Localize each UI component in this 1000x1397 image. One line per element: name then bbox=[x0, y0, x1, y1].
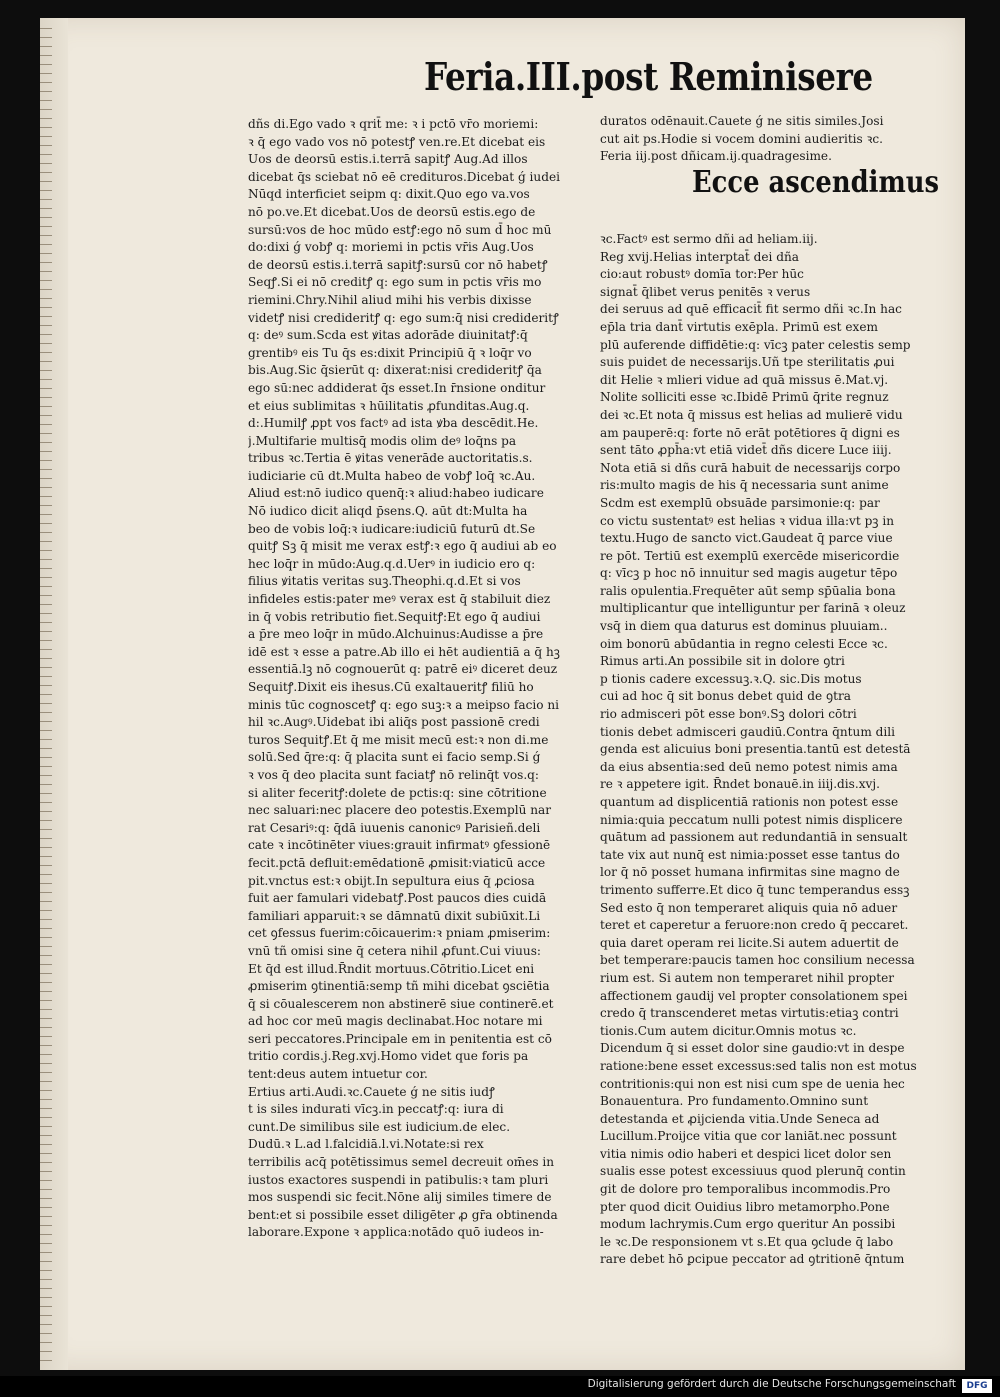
text-line: et eius sublimitas ꝛ hūilitatis ꝓfunditas.Aug.q. bbox=[248, 398, 530, 413]
ruler-tick bbox=[40, 334, 52, 335]
footer-credit: Digitalisierung gefördert durch die Deutsche Forschungsgemeinschaft bbox=[587, 1378, 956, 1390]
ruler-tick bbox=[40, 361, 52, 362]
text-line: Rimus arti.An possibile sit in dolore ꝯtri bbox=[600, 654, 845, 669]
text-line: Sed esto q̄ non temperaret aliquis quia nō aduer bbox=[600, 900, 898, 915]
ruler-tick bbox=[40, 793, 52, 794]
text-line: re ꝛ appetere igit. R̄ndet bonauē.in iiij.dis.xvj. bbox=[600, 777, 880, 792]
text-line: rio admisceri pōt esse bonꝰ.Sꝫ dolori cōtri bbox=[600, 707, 857, 722]
ruler-tick bbox=[40, 46, 52, 47]
text-line: ep̄la tria dant̄ virtutis exēpla. Primū est exem bbox=[600, 319, 878, 334]
ruler-tick bbox=[40, 1045, 52, 1046]
ruler-tick bbox=[40, 667, 52, 668]
ruler-tick bbox=[40, 469, 52, 470]
text-line: Aliud est:nō iudico quenq̄:ꝛ aliud:habeo iudicare bbox=[248, 486, 544, 501]
text-line: rium est. Si autem non temperaret nihil propter bbox=[600, 970, 895, 985]
text-line: tionis.Cum autem dicitur.Omnis motus ꝛc. bbox=[600, 1023, 857, 1038]
text-line: pit.vnctus est:ꝛ obijt.In sepultura eius q̄ ꝓciosa bbox=[248, 873, 535, 888]
ruler-tick bbox=[40, 694, 52, 695]
ruler-tick bbox=[40, 154, 52, 155]
ruler-tick bbox=[40, 235, 52, 236]
text-line: tribus ꝛc.Tertia ē ꝟitas venerāde auctoritatis.s. bbox=[248, 451, 533, 466]
ruler-tick bbox=[40, 1117, 52, 1118]
text-line: Scdm est exemplū obsuāde parsimonie:q: par bbox=[600, 495, 880, 510]
text-line: grentibꝰ eis Tu q̄s es:dixit Principiū q̄ ꝛ loq̄r vo bbox=[248, 345, 532, 360]
ruler-tick bbox=[40, 820, 52, 821]
text-line: ꝓmiserim ꝯtinentiā:semp tñ mihi dicebat ꝯsciētia bbox=[248, 979, 550, 994]
ruler-tick bbox=[40, 1216, 52, 1217]
text-line: Lucillum.Proijce vitia que cor laniāt.nec possunt bbox=[600, 1129, 897, 1144]
ruler-tick bbox=[40, 1099, 52, 1100]
text-line: cio:aut robustꝰ domīa tor:Per hūc bbox=[600, 267, 804, 282]
ruler-tick bbox=[40, 451, 52, 452]
text-line: cui ad hoc q̄ sit bonus debet quid de ꝯtra bbox=[600, 689, 851, 704]
ruler-tick bbox=[40, 1252, 52, 1253]
ruler-tick bbox=[40, 1009, 52, 1010]
text-line: oim bonorū abūdantia in regno celesti Ecce ꝛc. bbox=[600, 636, 888, 651]
ruler-tick bbox=[40, 802, 52, 803]
text-line: Nūqd interficiet seipm q: dixit.Quo ego va.vos bbox=[248, 187, 530, 202]
ruler-tick bbox=[40, 892, 52, 893]
text-line: ris:multo magis de his q̄ necessaria sunt anime bbox=[600, 478, 889, 493]
text-line: duratos odēnauit.Cauete ǵ ne sitis similes.Josi bbox=[600, 114, 884, 128]
text-line: nec saluari:nec placere deo potestis.Exemplū nar bbox=[248, 803, 552, 818]
ruler-tick bbox=[40, 64, 52, 65]
ruler-tick bbox=[40, 874, 52, 875]
text-line: bis.Aug.Sic q̄sierūt q: dixerat:nisi credideritꝭ q̄a bbox=[248, 363, 542, 378]
text-line: vitia nimis odio haberi et despici licet dolor sen bbox=[600, 1146, 892, 1161]
text-line: videtꝭ nisi credideritꝭ q: ego sum:q̄ nisi credideritꝭ bbox=[248, 310, 559, 325]
ruler-tick bbox=[40, 811, 52, 812]
ruler-tick bbox=[40, 1054, 52, 1055]
ruler-tick bbox=[40, 127, 52, 128]
text-line: q̄ si cōualescerem non abstinerē siue continerē.et bbox=[248, 996, 554, 1011]
text-line: re pōt. Tertiū est exemplū exercēde misericordie bbox=[600, 548, 900, 563]
text-line: solū.Sed q̄re:q: q̄ placita sunt ei facio semp.Si ǵ bbox=[248, 750, 541, 765]
text-line: sent tāto ꝓph̄a:vt etiā videt̄ dñs dicere Luce iiij. bbox=[600, 443, 892, 458]
text-line: quantum ad displicentiā rationis non potest esse bbox=[600, 795, 899, 809]
ruler-tick bbox=[40, 55, 52, 56]
ruler-tick bbox=[40, 721, 52, 722]
text-line: teret et caperetur a feruore:non credo q̄ peccaret. bbox=[600, 918, 909, 933]
ruler-tick bbox=[40, 640, 52, 641]
ruler-tick bbox=[40, 100, 52, 101]
ruler-tick bbox=[40, 1018, 52, 1019]
ruler-tick bbox=[40, 1243, 52, 1244]
text-line: Nō iudico dicit aliqd p̄sens.Q. aūt dt:Multa ha bbox=[248, 504, 528, 519]
ruler-tick bbox=[40, 1180, 52, 1181]
text-line: affectionem gaudij vel propter consolationem spei bbox=[600, 988, 908, 1003]
text-line: mos suspendi sic fecit.Nōne alij similes timere de bbox=[248, 1190, 552, 1205]
ruler-tick bbox=[40, 262, 52, 263]
text-line: tate vix aut nunq̄ est nimia:posset esse tantus do bbox=[600, 847, 900, 862]
ruler-tick bbox=[40, 307, 52, 308]
binding-margin bbox=[40, 18, 68, 1370]
text-line: vnū tñ omisi sine q̄ cetera nihil ꝓfunt.Cui viuus: bbox=[248, 943, 541, 958]
ruler-tick bbox=[40, 1207, 52, 1208]
text-line: signat̄ q̄libet verus penitēs ꝛ verus bbox=[600, 284, 811, 299]
ruler-tick bbox=[40, 487, 52, 488]
text-line: Nota etiā si dñs curā habuit de necessarijs corpo bbox=[600, 460, 901, 475]
ruler-tick bbox=[40, 370, 52, 371]
text-line: terribilis acq̄ potētissimus semel decreuit om̄es in bbox=[248, 1155, 555, 1170]
right-text-column bbox=[600, 231, 940, 1269]
ruler-tick bbox=[40, 325, 52, 326]
ruler-tick bbox=[40, 532, 52, 533]
ruler-tick bbox=[40, 631, 52, 632]
ruler-tick bbox=[40, 1126, 52, 1127]
ruler-tick bbox=[40, 379, 52, 380]
ruler-tick bbox=[40, 712, 52, 713]
text-line: ad hoc cor meū magis declinabat.Hoc notare mi bbox=[248, 1014, 543, 1029]
text-line: quitꝭ Sꝫ q̄ misit me verax estꝭ:ꝛ ego q̄ audiui ab eo bbox=[248, 539, 557, 554]
ruler-tick bbox=[40, 1027, 52, 1028]
ruler-tick bbox=[40, 136, 52, 137]
ruler-tick bbox=[40, 919, 52, 920]
text-line: genda est alicuius boni presentia.tantū est detestā bbox=[600, 742, 911, 757]
text-line: co victu sustentatꝰ est helias ꝛ vidua illa:vt pꝫ in bbox=[600, 513, 894, 528]
text-line: Nolite solliciti esse ꝛc.Ibidē Primū q̄rite regnuz bbox=[600, 390, 889, 405]
text-line: si aliter feceritꝭ:dolete de pctis:q: sine cōtritione bbox=[248, 785, 547, 800]
ruler-tick bbox=[40, 1072, 52, 1073]
ruler-tick bbox=[40, 1234, 52, 1235]
ruler-tick bbox=[40, 748, 52, 749]
ruler-tick bbox=[40, 163, 52, 164]
text-line: am pauperē:q: forte nō erāt potētiores q̄ digni es bbox=[600, 425, 900, 440]
ruler-tick bbox=[40, 784, 52, 785]
ruler-tick bbox=[40, 937, 52, 938]
text-line: cate ꝛ incōtinēter viues:grauit infirmatꝰ ꝯfessionē bbox=[248, 838, 551, 853]
section-heading: Ecce ascendimus bbox=[692, 165, 940, 200]
text-line: Dicendum q̄ si esset dolor sine gaudio:vt in despe bbox=[600, 1041, 905, 1056]
text-line: multiplicantur que intelliguntur per farinā ꝛ oleuz bbox=[600, 601, 906, 616]
ruler-tick bbox=[40, 982, 52, 983]
ruler-tick bbox=[40, 622, 52, 623]
text-line: hil ꝛc.Augꝰ.Uidebat ibi aliq̄s post passionē credi bbox=[248, 715, 540, 730]
ruler-tick bbox=[40, 865, 52, 866]
ruler-tick bbox=[40, 514, 52, 515]
text-line: dit Helie ꝛ mlieri vidue ad quā missus ē.Mat.vj. bbox=[600, 372, 889, 387]
text-line: laborare.Expone ꝛ applica:notādo quō iudeos in- bbox=[248, 1225, 544, 1240]
text-line: detestanda et ꝓijcienda vitia.Unde Seneca ad bbox=[600, 1111, 880, 1126]
text-line: beo de vobis loq̄:ꝛ iudicare:iudiciū futurū dt.Se bbox=[248, 521, 536, 536]
text-line: de deorsū estis.i.terrā sapitꝭ:sursū cor nō habetꝭ bbox=[248, 257, 548, 272]
text-line: q: vīcꝫ p hoc nō innuitur sed magis augetur tēpo bbox=[600, 566, 898, 581]
ruler-tick bbox=[40, 685, 52, 686]
ruler-tick bbox=[40, 559, 52, 560]
ruler-tick bbox=[40, 28, 52, 29]
text-line: pter quod dicit Ouidius libro metamorpho.Pone bbox=[600, 1199, 890, 1214]
ruler-tick bbox=[40, 1153, 52, 1154]
text-line: tritio cordis.j.Reg.xvj.Homo videt que foris pa bbox=[248, 1049, 529, 1064]
ruler-tick bbox=[40, 991, 52, 992]
ruler-tick bbox=[40, 1090, 52, 1091]
ruler-tick bbox=[40, 1081, 52, 1082]
text-line: seri peccatores.Principale em in penitentia est cō bbox=[248, 1031, 552, 1046]
ruler-tick bbox=[40, 1333, 52, 1334]
ruler-tick bbox=[40, 478, 52, 479]
text-line: Seqꝭ.Si ei nō creditꝭ q: ego sum in pctis vr̄is mo bbox=[248, 275, 542, 290]
ruler-tick bbox=[40, 541, 52, 542]
ruler-tick bbox=[40, 1279, 52, 1280]
ruler-tick bbox=[40, 1108, 52, 1109]
ruler-tick bbox=[40, 1063, 52, 1064]
running-title: Feria.III.post Reminisere bbox=[424, 54, 873, 99]
text-line: git de dolore pro temporalibus incommodis.Pro bbox=[600, 1182, 891, 1197]
ruler-tick bbox=[40, 730, 52, 731]
text-line: fecit.pctā defluit:emēdationē ꝓmisit:viaticū acce bbox=[248, 855, 546, 870]
text-line: filius ꝟitatis veritas suꝫ.Theophi.q.d.Et si vos bbox=[248, 574, 521, 589]
ruler-tick bbox=[40, 586, 52, 587]
text-line: Sequitꝭ.Dixit eis ihesus.Cū exaltaueritꝭ filiū ho bbox=[248, 680, 534, 694]
ruler-tick bbox=[40, 316, 52, 317]
ruler-tick bbox=[40, 352, 52, 353]
ruler-tick bbox=[40, 613, 52, 614]
right-text-column-top bbox=[600, 113, 940, 166]
text-line: Uos de deorsū estis.i.terrā sapitꝭ Aug.Ad illos bbox=[248, 152, 528, 167]
ruler-tick bbox=[40, 649, 52, 650]
text-line: rat Cesariꝰ:q: q̄dā iuuenis canonicꝰ Parisieñ.deli bbox=[248, 820, 541, 835]
ruler-tick bbox=[40, 244, 52, 245]
ruler-tick bbox=[40, 568, 52, 569]
text-line: a p̄re meo loq̄r in mūdo.Alchuinus:Audisse a p̄re bbox=[248, 627, 544, 642]
ruler-tick bbox=[40, 118, 52, 119]
ruler-tick bbox=[40, 964, 52, 965]
text-line: ꝛc.Factꝰ est sermo dñi ad heliam.iij. bbox=[600, 232, 818, 246]
ruler-tick bbox=[40, 1144, 52, 1145]
ruler-tick bbox=[40, 433, 52, 434]
ruler-tick bbox=[40, 442, 52, 443]
ruler-tick bbox=[40, 289, 52, 290]
text-line: bet temperare:paucis tamen hoc consilium necessa bbox=[600, 953, 915, 968]
text-line: essentiā.lꝫ nō cognouerūt q: patrē eiꝰ diceret deuz bbox=[248, 662, 558, 677]
text-line: le ꝛc.De responsionem vt s.Et qua ꝯclude q̄ labo bbox=[600, 1234, 894, 1249]
book-page bbox=[40, 18, 965, 1370]
text-line: textu.Hugo de sancto vict.Gaudeat q̄ parce viue bbox=[600, 531, 893, 546]
ruler-tick bbox=[40, 550, 52, 551]
text-line: minis tūc cognoscetꝭ q: ego suꝫ:ꝛ a meipso facio ni bbox=[248, 697, 559, 712]
ruler-tick bbox=[40, 739, 52, 740]
text-line: dei ꝛc.Et nota q̄ missus est helias ad mulierē vidu bbox=[600, 407, 903, 422]
text-line: contritionis:qui non est nisi cum spe de uenia hec bbox=[600, 1076, 905, 1091]
ruler-tick bbox=[40, 523, 52, 524]
ruler-tick bbox=[40, 298, 52, 299]
ruler-tick bbox=[40, 505, 52, 506]
ruler-tick bbox=[40, 910, 52, 911]
text-line: iustos exactores suspendi in patibulis:ꝛ tam pluri bbox=[248, 1172, 549, 1187]
text-line: ego sū:nec addiderat q̄s esset.In r̄nsione onditur bbox=[248, 380, 546, 395]
ruler-tick bbox=[40, 415, 52, 416]
ruler-tick bbox=[40, 496, 52, 497]
ruler-tick bbox=[40, 1036, 52, 1037]
text-line: familiari apparuit:ꝛ se dāmnatū dixit subiūxit.Li bbox=[248, 908, 541, 923]
text-line: d:.Humilꝭ ꝓpt vos factꝰ ad ista ꝟba descēdit.He. bbox=[248, 416, 539, 431]
ruler-tick bbox=[40, 1270, 52, 1271]
text-line: cut ait ps.Hodie si vocem domini audieritis ꝛc. bbox=[600, 131, 883, 146]
text-line: quātum ad passionem aut redundantiā in sensualt bbox=[600, 830, 908, 845]
ruler-tick bbox=[40, 226, 52, 227]
ruler-tick bbox=[40, 928, 52, 929]
ruler-tick bbox=[40, 460, 52, 461]
ruler-tick bbox=[40, 775, 52, 776]
ruler-tick bbox=[40, 73, 52, 74]
text-line: j.Multifarie multisq̄ modis olim deꝰ loq̄ns pa bbox=[248, 433, 517, 448]
text-line: fuit aer famulari videbatꝭ.Post paucos dies cuidā bbox=[248, 891, 547, 906]
ruler-tick bbox=[40, 208, 52, 209]
text-line: sualis esse potest excessiuus quod plerunq̄ contin bbox=[600, 1164, 906, 1179]
text-line: iudiciarie cū dt.Multa habeo de vobꝭ loq̄ ꝛc.Au. bbox=[248, 468, 536, 483]
dfg-logo: DFG bbox=[962, 1379, 992, 1393]
ruler-tick bbox=[40, 1315, 52, 1316]
text-line: suis puidet de necessarijs.Uñ tpe sterilitatis ꝓui bbox=[600, 355, 895, 370]
ruler-tick bbox=[40, 1360, 52, 1361]
ruler-tick bbox=[40, 397, 52, 398]
ruler-tick bbox=[40, 280, 52, 281]
text-line: ralis opulentia.Frequēter aūt semp sp̄ūalia bona bbox=[600, 583, 896, 598]
text-line: sursū:vos de hoc mūdo estꝭ:ego nō sum d̄ hoc mū bbox=[248, 222, 552, 237]
text-line: tionis debet admisceri gaudiū.Contra q̄ntum dili bbox=[600, 724, 895, 739]
ruler-tick bbox=[40, 253, 52, 254]
text-line: nimia:quia peccatum nulli potest nimis displicere bbox=[600, 812, 903, 827]
ruler-tick bbox=[40, 424, 52, 425]
text-line: Bonauentura. Pro fundamento.Omnino sunt bbox=[600, 1094, 869, 1109]
ruler-tick bbox=[40, 190, 52, 191]
text-line: Feria iij.post dñicam.ij.quadragesime. bbox=[600, 149, 832, 164]
text-line: p tionis cadere excessuꝫ.ꝛ.Q. sic.Dis motus bbox=[600, 671, 862, 686]
ruler-tick bbox=[40, 946, 52, 947]
ruler-tick bbox=[40, 766, 52, 767]
ruler-tick bbox=[40, 388, 52, 389]
ruler-tick bbox=[40, 343, 52, 344]
ruler-tick bbox=[40, 1171, 52, 1172]
ruler-tick bbox=[40, 829, 52, 830]
text-line: ratione:bene esset excessus:sed talis non est motus bbox=[600, 1058, 917, 1073]
ruler-tick bbox=[40, 37, 52, 38]
ruler-tick bbox=[40, 1225, 52, 1226]
ruler-tick bbox=[40, 883, 52, 884]
text-line: do:dixi ǵ vobꝭ q: moriemi in pctis vr̄is Aug.Uos bbox=[248, 240, 534, 255]
ruler-tick bbox=[40, 1162, 52, 1163]
text-line: da eius absentia:sed deū nemo potest nimis ama bbox=[600, 759, 898, 774]
text-line: bent:et si possibile esset diligēter ꝓ gr̄a obtinenda bbox=[248, 1207, 558, 1222]
text-line: Reg xvij.Helias interptat̄ dei dña bbox=[600, 249, 799, 264]
text-line: infideles estis:pater meꝰ verax est q̄ stabiluit diez bbox=[248, 592, 551, 607]
ruler-tick bbox=[40, 604, 52, 605]
text-line: hec loq̄r in mūdo:Aug.q.d.Uerꝰ in iudicio ero q: bbox=[248, 556, 536, 571]
text-line: in q̄ vobis retributio fiet.Sequitꝭ:Et ego q̄ audiui bbox=[248, 609, 541, 624]
ruler-tick bbox=[40, 217, 52, 218]
text-line: idē est ꝛ esse a patre.Ab illo ei hēt audientiā a q̄ hꝫ bbox=[248, 644, 560, 659]
ruler-tick bbox=[40, 181, 52, 182]
ruler-tick bbox=[40, 1306, 52, 1307]
text-line: nō po.ve.Et dicebat.Uos de deorsū estis.ego de bbox=[248, 204, 536, 219]
ruler-tick bbox=[40, 1189, 52, 1190]
ruler-tick bbox=[40, 1288, 52, 1289]
ruler-tick bbox=[40, 1342, 52, 1343]
ruler-tick bbox=[40, 172, 52, 173]
ruler-tick bbox=[40, 955, 52, 956]
text-line: rare debet hō ꝑcipue peccator ad ꝯtritionē q̄ntum bbox=[600, 1252, 905, 1267]
text-line: dñs di.Ego vado ꝛ qrit̄ me: ꝛ i pctō vr̄o moriemi: bbox=[248, 117, 539, 131]
ruler-tick bbox=[40, 595, 52, 596]
ruler-tick bbox=[40, 199, 52, 200]
text-line: trimento sufferre.Et dico q̄ tunc temperandus essꝫ bbox=[600, 882, 910, 897]
ruler-tick bbox=[40, 658, 52, 659]
text-line: dei seruus ad quē efficacit̄ fit sermo dñi ꝛc.In hac bbox=[600, 302, 902, 317]
text-line: ꝛ q̄ ego vado vos nō potestꝭ ven.re.Et dicebat eis bbox=[248, 134, 546, 149]
ruler-tick bbox=[40, 1198, 52, 1199]
ruler-tick bbox=[40, 1324, 52, 1325]
ruler-tick bbox=[40, 406, 52, 407]
text-line: dicebat q̄s sciebat nō eē credituros.Dicebat ǵ iudei bbox=[248, 169, 560, 184]
ruler-tick bbox=[40, 109, 52, 110]
ruler-tick bbox=[40, 82, 52, 83]
text-line: credo q̄ transcenderet metas virtutis:etiaꝫ contri bbox=[600, 1006, 899, 1021]
text-line: tent:deus autem intuetur cor. bbox=[248, 1067, 428, 1082]
text-line: turos Sequitꝭ.Et q̄ me misit mecū est:ꝛ non di.me bbox=[248, 732, 549, 747]
ruler-tick bbox=[40, 91, 52, 92]
text-line: t is siles indurati vīcꝫ.in peccatꝭ:q: iura di bbox=[248, 1102, 504, 1117]
ruler-tick bbox=[40, 856, 52, 857]
ruler-tick bbox=[40, 271, 52, 272]
ruler-tick bbox=[40, 757, 52, 758]
text-line: vsq̄ in diem qua daturus est dominus pluuiam.. bbox=[600, 619, 888, 634]
ruler-tick bbox=[40, 703, 52, 704]
text-line: ꝛ vos q̄ deo placita sunt faciatꝭ nō relinq̄t vos.q: bbox=[248, 767, 539, 782]
text-line: Ertius arti.Audi.ꝛc.Cauete ǵ ne sitis iudꝭ bbox=[248, 1084, 495, 1099]
text-line: Et q̄d est illud.R̄ndit mortuus.Cōtritio.Licet eni bbox=[248, 961, 535, 976]
text-line: plū auferende diffidētie:q: vīcꝫ pater celestis semp bbox=[600, 337, 911, 352]
text-line: cet ꝯfessus fuerim:cōicauerim:ꝛ pniam ꝓmiserim: bbox=[248, 926, 551, 941]
ruler-tick bbox=[40, 1000, 52, 1001]
left-text-column bbox=[248, 116, 593, 1242]
ruler-tick bbox=[40, 145, 52, 146]
ruler-tick bbox=[40, 1297, 52, 1298]
text-line: modum lachrymis.Cum ergo queritur An possibi bbox=[600, 1217, 896, 1232]
text-line: quia daret operam rei licite.Si autem aduertit de bbox=[600, 935, 899, 950]
ruler-tick bbox=[40, 1135, 52, 1136]
ruler-tick bbox=[40, 901, 52, 902]
ruler-tick bbox=[40, 973, 52, 974]
text-line: cunt.De similibus sile est iudicium.de elec. bbox=[248, 1119, 511, 1134]
ruler-tick bbox=[40, 1351, 52, 1352]
text-line: Dudū.ꝛ L.ad l.falcidiā.l.vi.Notate:si rex bbox=[248, 1137, 484, 1152]
text-line: q: deꝰ sum.Scda est ꝟitas adorāde diuinitatꝭ:q̄ bbox=[248, 328, 528, 343]
text-line: lor q̄ nō posset humana infirmitas sine magno de bbox=[600, 865, 900, 880]
ruler-tick bbox=[40, 1261, 52, 1262]
ruler-tick bbox=[40, 847, 52, 848]
ruler-tick bbox=[40, 676, 52, 677]
ruler-tick bbox=[40, 838, 52, 839]
text-line: riemini.Chry.Nihil aliud mihi his verbis dixisse bbox=[248, 292, 532, 307]
ruler-tick bbox=[40, 577, 52, 578]
